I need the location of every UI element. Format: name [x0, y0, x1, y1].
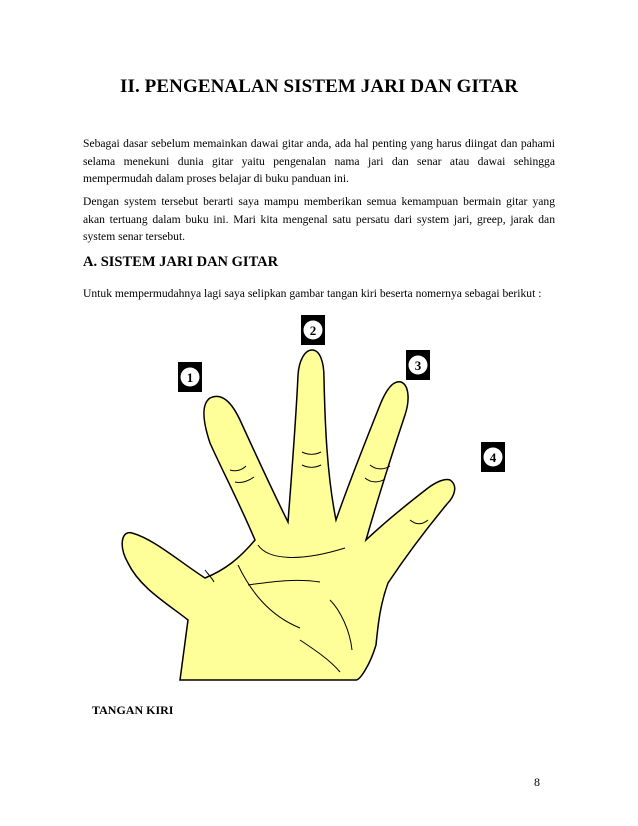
finger-label-2 — [301, 315, 325, 345]
finger-number: 2 — [309, 323, 317, 338]
figure-caption: TANGAN KIRI — [92, 703, 174, 717]
figure-intro-paragraph: Untuk mempermudahnya lagi saya selipkan gambar tangan kiri beserta nomernya sebagai berikut : — [83, 287, 542, 300]
finger-label-4 — [481, 442, 505, 472]
finger-label-1 — [178, 362, 202, 392]
intro-paragraph: Sebagai dasar sebelum memainkan dawai gitar anda, ada hal penting yang harus diingat dan pahami selama menekuni dunia gitar yaitu pengenalan nama jari dan senar atau dawai sehingga mempermudah dalam proses belajar di buku panduan ini. — [83, 137, 555, 185]
hand-outline — [122, 350, 454, 680]
hand-illustration — [122, 350, 454, 680]
page-number: 8 — [534, 775, 540, 789]
page-title: II. PENGENALAN SISTEM JARI DAN GITAR — [119, 76, 519, 97]
section-heading: A. SISTEM JARI DAN GITAR — [83, 254, 279, 270]
finger-number: 3 — [414, 358, 422, 373]
finger-label-3 — [406, 350, 430, 380]
finger-number: 4 — [489, 450, 497, 465]
finger-number: 1 — [186, 370, 194, 385]
system-paragraph: Dengan system tersebut berarti saya mampu memberikan semua kemampuan bermain gitar yang akan tertuang dalam buku ini. Mari kita mengenal satu persatu dari system jari, greep, jarak dan system senar tersebut. — [83, 195, 555, 243]
